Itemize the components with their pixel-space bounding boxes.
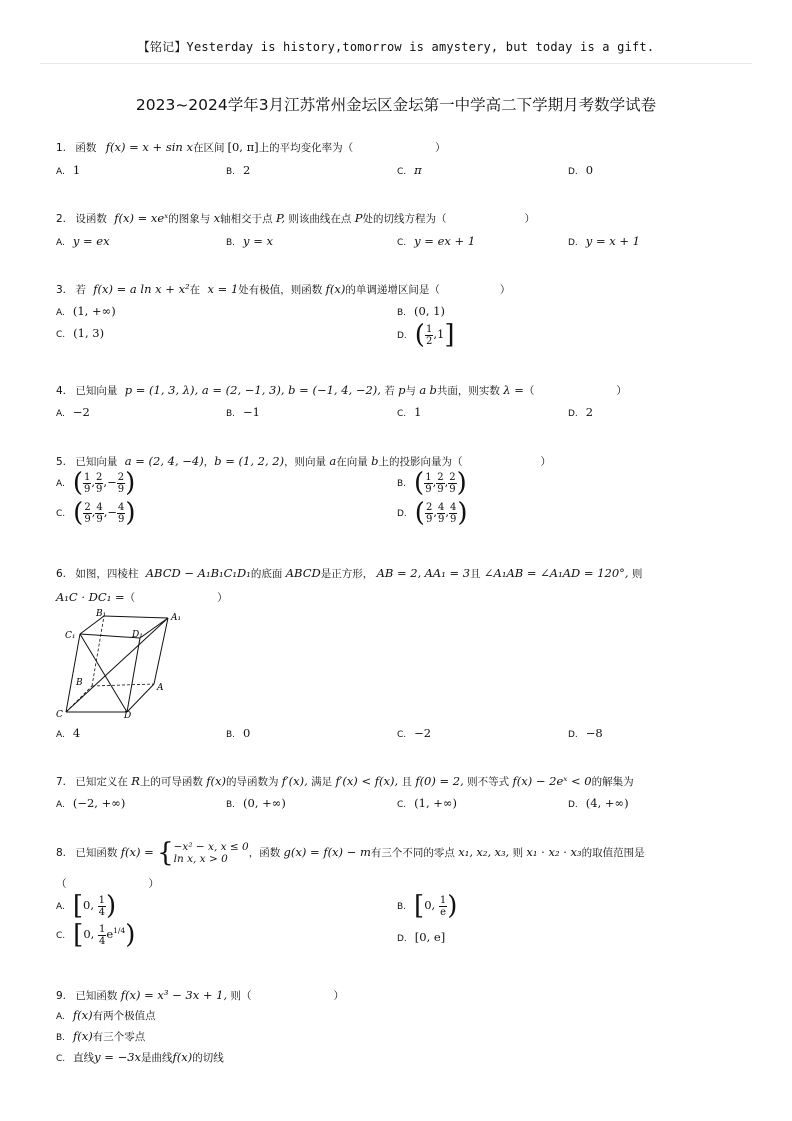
fraction: $\frac{2}{9}$ [84, 501, 91, 525]
edge-d1a1 [140, 618, 168, 638]
fraction: $\frac{2}{9}$ [425, 501, 433, 525]
q8-option-b[interactable]: B. [0, $\frac{1}{e}$ ) [397, 891, 458, 921]
q5-option-c[interactable] [56, 500, 136, 526]
q6-option-d[interactable]: D. −8 [568, 726, 603, 740]
q2-option-b[interactable]: B. y = x [226, 234, 273, 248]
fraction: $\frac{2}{9}$ [449, 471, 456, 495]
q8-option-d[interactable]: D. [0, e] [397, 930, 446, 944]
question-2: 2. 设函数 f(x) = xeˣ的图象与 x轴相交于点 P, 则该曲线在点 P处的切线方程为（ ） [56, 211, 535, 225]
option-label: B. [397, 479, 407, 489]
q6-option-a[interactable]: A. 4 [56, 726, 81, 740]
q9-option-a[interactable]: A. f(x)有两个极值点 [56, 1008, 156, 1022]
question-5: 5. 已知向量 a = (2, 4, −4)，b = (1, 2, 2)，则向量 a在向量 b上的投影向量为（ ） [56, 454, 551, 468]
diagonal-a1c [66, 618, 168, 712]
fraction: $\frac{4}{9}$ [118, 501, 125, 525]
label-a1: A₁ [171, 613, 182, 623]
q8-option-a[interactable]: A. [0, $\frac{1}{4}$ ) [56, 891, 117, 921]
fraction: $\frac{4}{9}$ [96, 501, 103, 525]
q5-option-d[interactable] [397, 500, 468, 526]
prism-figure [54, 608, 194, 718]
q4-option-b[interactable]: B. −1 [226, 405, 260, 419]
fraction: $\frac{2}{9}$ [437, 471, 444, 495]
q5-option-b[interactable] [397, 470, 467, 496]
question-8: 8. 已知函数 f(x) = { −x² − x, x ≤ 0 ln x, x > 0 ，函数 g(x) = f(x) − m有三个不同的零点 x₁, x₂, x₃, 则 x₁ · x₂ · x₃的取值范围是 [56, 838, 645, 868]
q3-option-c[interactable]: C. (1, 3) [56, 326, 105, 340]
fraction: $\frac{2}{9}$ [117, 471, 125, 495]
q3-option-d[interactable]: D. ( $\frac{1}{2}$ ,1] [397, 320, 455, 350]
question-9: 9. 已知函数 f(x) = x³ − 3x + 1, 则（ ） [56, 988, 344, 1002]
q1-option-a[interactable]: A. 1 [56, 163, 81, 177]
vector-value: ( $\frac{2}{9}$ , $\frac{4}{9}$ ,− $\frac{4}{9}$ ) [73, 498, 136, 528]
fraction: $\frac{2}{9}$ [96, 471, 103, 495]
label-d: D [124, 711, 132, 718]
vector-value: ( $\frac{1}{9}$ , $\frac{2}{9}$ , $\frac{2}{9}$ ) [414, 468, 467, 498]
q7-option-b[interactable]: B. (0, +∞) [226, 796, 286, 810]
q3-option-b[interactable]: B. (0, 1) [397, 304, 445, 318]
hidden-edge-bb1 [92, 616, 104, 686]
question-7: 7. 已知定义在 R上的可导函数 f(x)的导函数为 f′(x), 满足 f′(x) < f(x), 且 f(0) = 2, 则不等式 f(x) − 2eˣ < 0的解集为 [56, 774, 634, 788]
q7-option-d[interactable]: D. (4, +∞) [568, 796, 629, 810]
q1-option-c[interactable]: C. π [397, 163, 422, 177]
label-a: A [157, 683, 164, 693]
question-4: 4. 已知向量 p = (1, 3, λ), a = (2, −1, 3), b = (−1, 4, −2), 若 p与 a b共面，则实数 λ =（ ） [56, 383, 627, 397]
fraction: $\frac{1}{9}$ [84, 471, 91, 495]
q5-option-a[interactable] [56, 470, 135, 496]
fraction: $\frac{4}{9}$ [450, 501, 457, 525]
diagonal-c1d [80, 634, 127, 712]
question-8-line2: （ ） [56, 878, 159, 890]
vector-value: ( $\frac{2}{9}$ , $\frac{4}{9}$ , $\frac{4}{9}$ ) [414, 498, 468, 528]
q4-option-a[interactable]: A. −2 [56, 405, 90, 419]
q1-option-d[interactable]: D. 0 [568, 163, 594, 177]
q2-option-c[interactable]: C. y = ex + 1 [397, 234, 476, 248]
q8-option-c[interactable]: C. [0, $\frac{1}{4}$ $e^{1/4}$) [56, 920, 136, 950]
header-divider [40, 63, 752, 64]
fraction: $\frac{1}{9}$ [425, 471, 432, 495]
label-c: C [56, 710, 63, 718]
option-label: A. [56, 479, 65, 489]
option-label: C. [56, 509, 66, 519]
label-b1: B₁ [96, 609, 107, 619]
question-1: 1. 函数 f(x) = x + sin x在区间 [0, π]上的平均变化率为（ ） [56, 140, 446, 154]
q9-option-b[interactable]: B. f(x)有三个零点 [56, 1029, 146, 1043]
option-label: D. [397, 509, 407, 519]
edge-c1d1 [80, 634, 140, 638]
q7-option-a[interactable]: A. (−2, +∞) [56, 796, 126, 810]
q3-option-a[interactable]: A. (1, +∞) [56, 304, 116, 318]
question-3: 3. 若 f(x) = a ln x + x²在 x = 1处有极值，则函数 f(x)的单调递增区间是（ ） [56, 282, 511, 296]
edge-aa1 [154, 618, 168, 684]
exam-title: 2023~2024学年3月江苏常州金坛区金坛第一中学高二下学期月考数学试卷 [135, 96, 657, 114]
header-motto: 【铭记】Yesterday is history,tomorrow is amystery, but today is a gift. [137, 40, 655, 54]
label-d1: D₁ [132, 630, 143, 640]
q9-option-c[interactable]: C. 直线y = −3x是曲线f(x)的切线 [56, 1050, 224, 1064]
label-b: B [76, 678, 83, 688]
hidden-edge-ba [92, 684, 154, 686]
q1-option-b[interactable]: B. 2 [226, 163, 251, 177]
q4-option-d[interactable]: D. 2 [568, 405, 594, 419]
question-6: 6. 如图，四棱柱 ABCD − A₁B₁C₁D₁的底面 ABCD是正方形， AB = 2, AA₁ = 3且 ∠A₁AB = ∠A₁AD = 120°, 则 [56, 566, 643, 580]
vector-value: ( $\frac{1}{9}$ , $\frac{2}{9}$ ,− $\frac{2}{9}$ ) [72, 468, 136, 498]
q4-option-c[interactable]: C. 1 [397, 405, 422, 419]
q6-option-c[interactable]: C. −2 [397, 726, 432, 740]
edge-b1a1 [104, 616, 168, 618]
label-c1: C₁ [65, 631, 76, 641]
q7-option-c[interactable]: C. (1, +∞) [397, 796, 457, 810]
q2-option-a[interactable]: A. y = ex [56, 234, 110, 248]
q6-option-b[interactable]: B. 0 [226, 726, 251, 740]
fraction: $\frac{4}{9}$ [437, 501, 445, 525]
question-6-line2: A₁C · DC₁ =（ ） [56, 590, 228, 604]
q2-option-d[interactable]: D. y = x + 1 [568, 234, 640, 248]
